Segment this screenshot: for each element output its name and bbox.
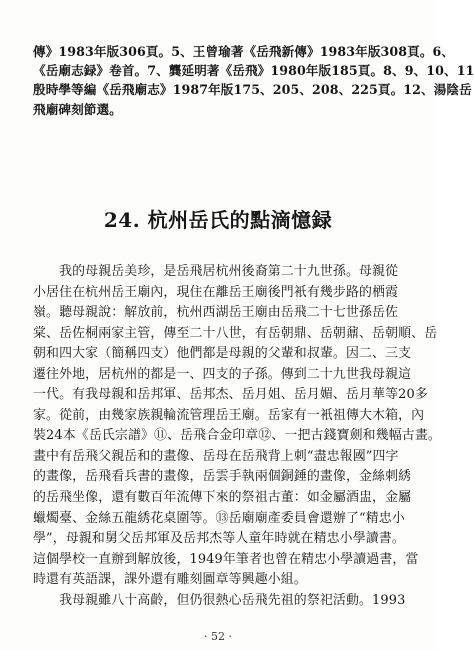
footnotes-block <box>33 42 474 119</box>
body-line: 學”，母親和舅父岳邦軍及岳邦杰等人童年時就在精忠小學讀書。 <box>33 531 405 547</box>
body-line: 我的母親岳美珍，是岳飛居杭州後裔第二十九世孫。母親從 <box>33 264 399 279</box>
body-text <box>33 262 441 611</box>
footnote-line: 飛廟碑刻節選。 <box>33 101 122 117</box>
body-line: 一代。有我母親和岳邦軍、岳邦杰、岳月姐、岳月媚、岳月華等20多 <box>33 387 428 403</box>
page-number: · 52 · <box>204 630 232 643</box>
body-line: 裝24本《岳氏宗譜》⑪、岳飛合金印章⑫、一把古錢寶劍和幾幅古畫。 <box>33 428 441 444</box>
body-line: 的岳飛坐像，還有數百年流傳下來的祭祖古董：如金屬酒盅，金屬 <box>33 490 412 506</box>
body-line: 遷往外地，居杭州的都是一、四支的子孫。傳到二十九世我母親這 <box>33 366 412 382</box>
body-line: 蠟燭臺、金絲五龍綉花桌圍等。⑬岳廟廟產委員會還辦了“精忠小 <box>33 510 405 526</box>
body-line: 這個學校一直辦到解放後，1949年筆者也曾在精忠小學讀過書，當 <box>33 551 419 567</box>
body-line: 畫中有岳飛父親岳和的畫像、岳母在岳飛背上刺“盡忠報國”四字 <box>33 448 399 464</box>
body-line: 小居住在杭州岳王廟內，現住在離岳王廟後門衹有幾步路的栖霞 <box>33 284 399 300</box>
footnote-line: 殷時學等編《岳飛廟志》1987年版175、205、208、225頁。12、湯陰岳 <box>33 82 472 98</box>
body-line: 時還有英語課，課外還有雕刻圖章等興趣小組。 <box>33 572 307 588</box>
body-line: 的畫像，岳飛看兵書的畫像，岳雲手執兩個銅錘的畫像，金絲刺綉 <box>33 469 412 485</box>
footnote-line: 《岳廟志録》卷首。7、龔延明著《岳飛》1980年版185頁。8、9、10、11 <box>33 63 474 79</box>
body-line: 家。從前，由幾家族親輪流管理岳王廟。岳家有一衹祖傳大木箱，內 <box>33 407 425 423</box>
body-line: 棠、岳佐桐兩家主管，傳至二十八世，有岳朝鼎、岳朝鼐、岳朝順、岳 <box>33 325 438 341</box>
body-line: 我母親雖八十高齡，但仍很熱心岳飛先祖的祭祀活動。1993 <box>33 592 406 608</box>
body-line: 嶺。聽母親說：解放前，杭州西湖岳王廟由岳飛二十七世孫岳佐 <box>33 305 399 321</box>
body-line: 朝和四大家（簡稱四支）他們都是母親的父輩和叔輩。因二、三支 <box>33 346 412 362</box>
footnote-line: 傳》1983年版306頁。5、王曾瑜著《岳飛新傳》1983年版308頁。6、 <box>33 44 455 59</box>
section-heading: 24. 杭州岳氏的點滴憶録 <box>103 208 333 232</box>
